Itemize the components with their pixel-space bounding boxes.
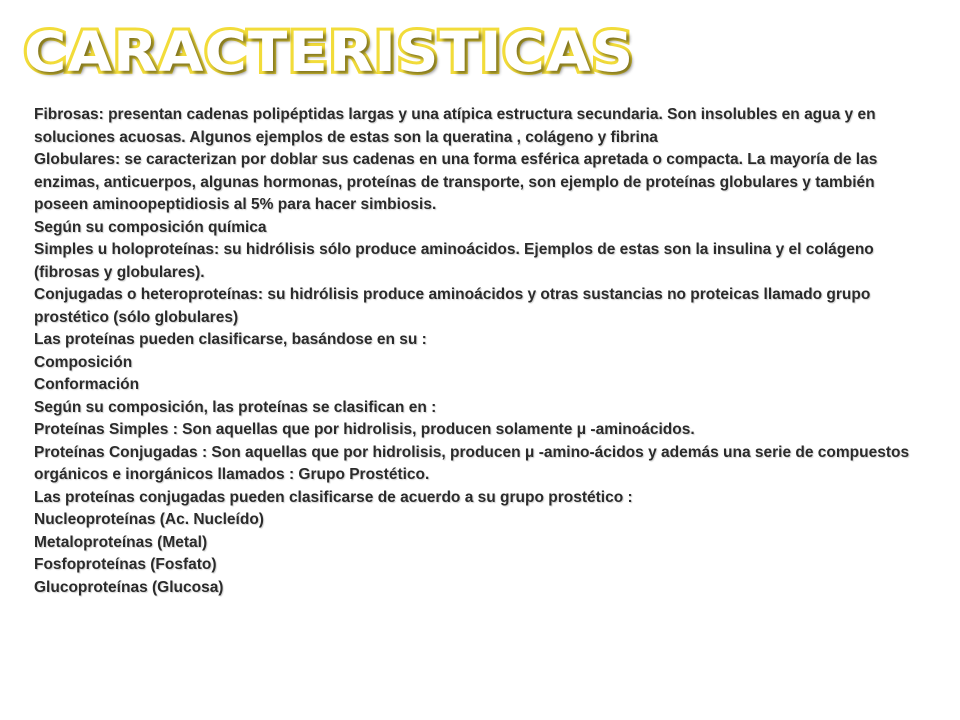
paragraph-conjugadas: Conjugadas o heteroproteínas: su hidrólisis produce aminoácidos y otras sustancias no proteicas llamado grupo prostético (sólo globulares) xyxy=(34,286,871,326)
paragraph-globulares: Globulares: se caracterizan por doblar sus cadenas en una forma esférica apretada o compacta. La mayoría de las enzimas, anticuerpos, algunas hormonas, proteínas de transporte, son ejemplo de proteínas globulares y también poseen aminoopeptidiosis al 5% para hacer simbiosis. xyxy=(34,151,878,213)
paragraph-conformacion: Conformación xyxy=(34,376,140,393)
slide-body-text xyxy=(34,104,924,599)
paragraph-grupo-prostetico: Las proteínas conjugadas pueden clasificarse de acuerdo a su grupo prostético : xyxy=(34,488,633,506)
paragraph-glucoproteinas: Glucoproteínas (Glucosa) xyxy=(34,578,224,596)
slide-title xyxy=(24,20,635,84)
paragraph-composicion-quimica: Según su composición química xyxy=(34,218,267,236)
paragraph-fibrosas: Fibrosas: presentan cadenas polipéptidas largas y una atípica estructura secundaria. Son insolubles en agua y en soluciones acuosas. Algunos ejemplos de estas son la queratina , colágeno y fibrina xyxy=(34,106,876,146)
slide-title-text: CARACTERISTICAS xyxy=(24,20,635,84)
paragraph-segun-composicion: Según su composición, las proteínas se clasifican en : xyxy=(34,398,437,416)
paragraph-composicion: Composición xyxy=(34,353,133,371)
paragraph-nucleoproteinas: Nucleoproteínas (Ac. Nucleído) xyxy=(34,511,264,528)
paragraph-metaloproteinas: Metaloproteínas (Metal) xyxy=(34,533,208,551)
paragraph-fosfoproteinas: Fosfoproteínas (Fosfato) xyxy=(34,556,217,573)
paragraph-simples: Simples u holoproteínas: su hidrólisis sólo produce aminoácidos. Ejemplos de estas son la insulina y el colágeno (fibrosas y globulares). xyxy=(34,241,874,281)
paragraph-proteinas-simples: Proteínas Simples : Son aquellas que por hidrolisis, producen solamente μ -aminoácidos. xyxy=(34,421,695,438)
paragraph-clasificacion: Las proteínas pueden clasificarse, basándose en su : xyxy=(34,331,427,348)
paragraph-proteinas-conjugadas: Proteínas Conjugadas : Son aquellas que por hidrolisis, producen μ -amino-ácidos y además una serie de compuestos orgánicos e inorgánicos llamados : Grupo Prostético. xyxy=(34,443,910,483)
